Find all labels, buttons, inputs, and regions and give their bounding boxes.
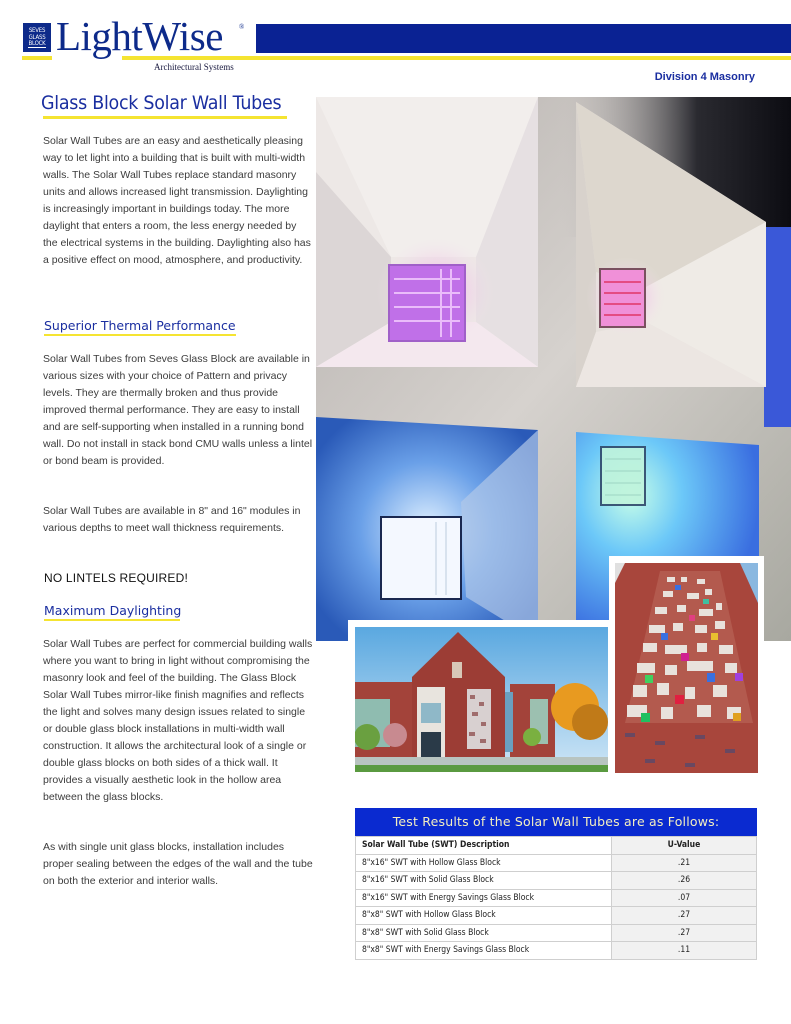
header-yellow-stripe-left [22,56,52,60]
row-description: 8"x16" SWT with Hollow Glass Block [356,854,612,872]
row-description: 8"x8" SWT with Solid Glass Block [356,924,612,942]
table-title: Test Results of the Solar Wall Tubes are as Follows: [355,808,757,836]
table-row [356,942,757,960]
inset-photo-brick-pattern-frame [609,556,764,778]
building-illustration [355,627,608,772]
row-description: 8"x16" SWT with Solid Glass Block [356,872,612,890]
tube-bottom-left [316,417,538,641]
modules-paragraph: Solar Wall Tubes are available in 8" and 16" modules in various depths to meet wall thickness requirements. [43,505,301,534]
logo-line: SEVES [28,27,46,34]
seves-glass-block-logo [23,23,51,52]
sealing-paragraph: As with single unit glass blocks, installation includes proper sealing between the edges of the wall and the tube on both the exterior and interior walls. [43,841,313,887]
section-heading-daylighting: Maximum Daylighting [44,603,182,618]
brand-tagline: Architectural Systems [154,62,234,72]
thermal-block [43,351,313,470]
row-u-value: .26 [612,872,757,890]
brand-wordmark: LightWise [56,13,223,59]
daylighting-block [43,636,313,806]
brick-pattern-illustration [615,563,758,773]
modules-block [43,503,313,537]
inset-photo-building-frame [348,620,615,778]
no-lintels-callout: NO LINTELS REQUIRED! [44,571,189,585]
header-blue-bar [256,24,791,53]
blue-edge-light [764,227,791,427]
daylighting-paragraph: Solar Wall Tubes are perfect for commercial building walls where you want to bring in light without compromising the masonry look and feel of the building. The Glass Block Solar Wall Tubes mirror-like finish magnifies and reflects the light and solves many design issues related to single or double glass block installations in multi-width wall construction. It allows the architectural look of a single or double glass blocks on both sides of a thick wall. It provides a visually aesthetic look in the hollow area between the glass blocks. [43,638,313,803]
column-header-description: Solar Wall Tube (SWT) Description [356,837,612,855]
division-label: Division 4 Masonry [654,71,755,83]
table-row [356,854,757,872]
intro-paragraph: Solar Wall Tubes are an easy and aesthetically pleasing way to let light into a building that is built with multi-width walls. The Solar Wall Tubes replace standard masonry units and allows increased light transmission. Daylighting is increasingly important in buildings today. The more daylight that enters a room, the less energy needed by the electrical systems in the building. Daylighting also has a positive effect on mood, atmosphere, and productivity. [43,135,311,266]
table-row [356,907,757,925]
logo-line: BLOCK [28,40,46,47]
table-row [356,924,757,942]
building-photo [355,627,608,772]
u-value-table [355,836,757,960]
section-underline [44,619,180,621]
logo-line: GLASS [28,34,46,41]
title-underline [43,116,287,119]
row-description: 8"x8" SWT with Hollow Glass Block [356,907,612,925]
row-description: 8"x16" SWT with Energy Savings Glass Block [356,889,612,907]
tube-top-left [316,97,538,367]
table-row [356,872,757,890]
intro-block [43,133,313,269]
row-u-value: .27 [612,924,757,942]
thermal-paragraph: Solar Wall Tubes from Seves Glass Block are available in various sizes with your choice of Pattern and privacy levels. They are thermally broken and thus provide improved thermal performance. They are easy to install and are self-supporting when installed in a running bond wall. Do not install in stack bond CMU walls unless a lintel or bond beam is provided. [43,353,313,467]
sealing-block [43,839,313,890]
section-heading-thermal: Superior Thermal Performance [44,318,236,333]
table-row [356,889,757,907]
row-u-value: .07 [612,889,757,907]
row-description: 8"x8" SWT with Energy Savings Glass Block [356,942,612,960]
section-underline [44,334,236,336]
test-results-table [355,808,757,960]
row-u-value: .27 [612,907,757,925]
registered-mark: ® [239,23,245,31]
row-u-value: .11 [612,942,757,960]
column-header-u-value: U-Value [612,837,757,855]
page-title: Glass Block Solar Wall Tubes [41,92,282,114]
row-u-value: .21 [612,854,757,872]
table-header-row [356,837,757,855]
brick-pattern-photo [615,563,758,773]
